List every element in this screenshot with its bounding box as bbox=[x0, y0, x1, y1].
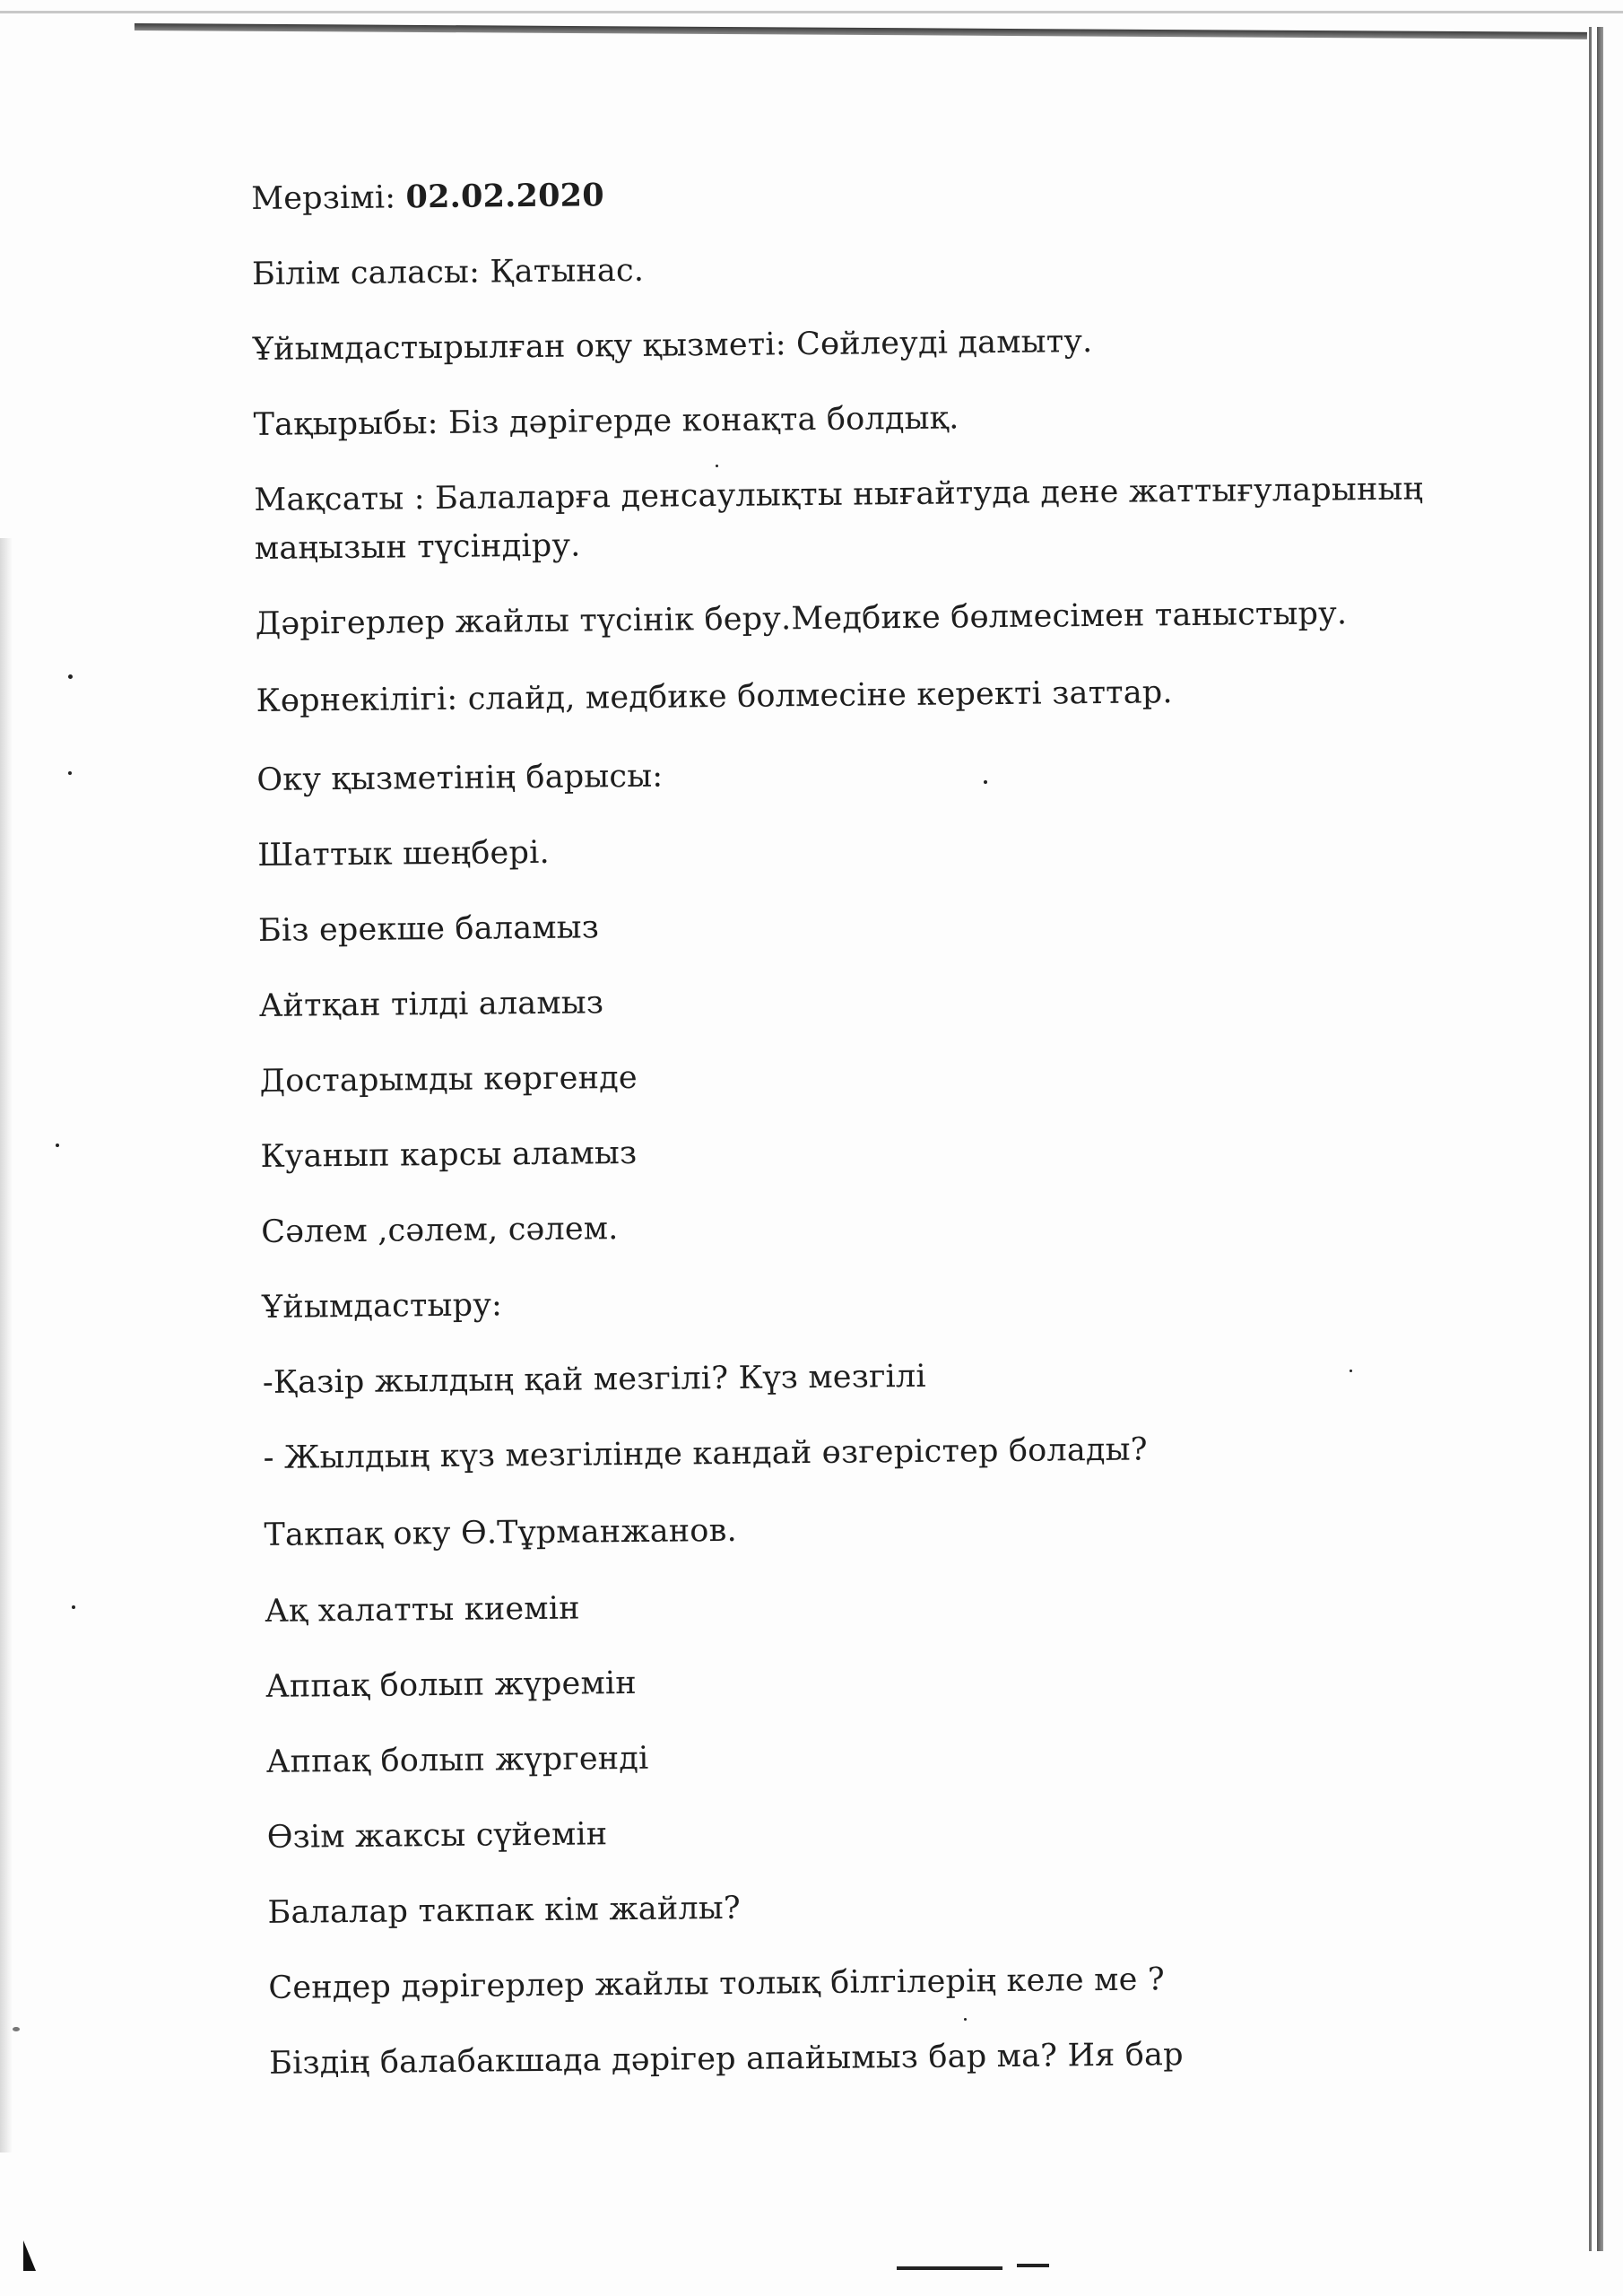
scan-speck bbox=[68, 771, 72, 775]
scan-edge-top-faint bbox=[0, 11, 1623, 13]
text-line: Біздің балабакшада дәрігер апайымыз бар ма? Ия бар bbox=[268, 2037, 1184, 2082]
text-line: Көрнекілігі: слайд, медбике болмесіне керекті заттар. bbox=[256, 674, 1173, 719]
text-line: Ұйымдастырылған оқу қызметі: Сөйлеуді дамыту. bbox=[252, 324, 1093, 368]
scan-bottom-dash bbox=[1017, 2264, 1049, 2267]
text-line: Такпақ оку Ө.Тұрманжанов. bbox=[264, 1512, 738, 1553]
date-label: Мерзімі: bbox=[251, 179, 406, 217]
text-line: Ақ халатты киемін bbox=[265, 1590, 580, 1630]
text-line: Айтқан тілді аламыз bbox=[258, 985, 604, 1024]
document-body bbox=[251, 169, 1424, 2082]
text-line: Тақырыбы: Біз дәрігерде конақта болдық. bbox=[253, 400, 959, 443]
scan-corner-mark bbox=[23, 2240, 36, 2271]
text-line: Оку қызметінің барысы: bbox=[256, 758, 664, 798]
scan-speck bbox=[13, 2027, 20, 2031]
scan-bottom-dash bbox=[897, 2266, 1002, 2270]
scan-speck bbox=[716, 465, 718, 467]
scan-edge-left-shadow bbox=[0, 538, 13, 2152]
scan-speck bbox=[72, 1605, 75, 1609]
text-line: Аппақ болып жүргенді bbox=[265, 1740, 649, 1780]
date-line bbox=[251, 176, 604, 219]
text-line: маңызын түсіндіру. bbox=[254, 527, 581, 567]
text-line: Куанып карсы аламыз bbox=[260, 1135, 638, 1175]
scan-speck bbox=[964, 2018, 967, 2021]
text-line: Білім саласы: Қатынас. bbox=[251, 252, 645, 292]
text-line: Достарымды көргенде bbox=[259, 1059, 638, 1100]
scan-speck bbox=[984, 780, 987, 784]
text-line: Өзім жаксы сүйемін bbox=[266, 1816, 608, 1856]
scan-speck bbox=[56, 1144, 59, 1147]
text-line: Мақсаты : Балаларға денсаулықты нығайтуда дене жаттығуларының bbox=[254, 471, 1424, 518]
text-line: Шаттык шеңбері. bbox=[257, 834, 551, 874]
text-line: Ұйымдастыру: bbox=[261, 1287, 503, 1326]
text-line: Сендер дәрігерлер жайлы толық білгілерің келе ме ? bbox=[268, 1961, 1166, 2006]
text-line: - Жылдың күз мезгілінде кандай өзгерістер болады? bbox=[263, 1431, 1148, 1476]
date-value: 02.02.2020 bbox=[405, 177, 604, 216]
text-line: Біз ерекше баламыз bbox=[257, 909, 600, 949]
text-line: Сәлем ,сәлем, сәлем. bbox=[261, 1211, 619, 1250]
scan-speck bbox=[1350, 1370, 1352, 1372]
text-line: -Қазір жылдың қай мезгілі? Күз мезгілі bbox=[262, 1358, 926, 1401]
scan-speck bbox=[68, 674, 73, 679]
scan-edge-top bbox=[135, 23, 1587, 39]
text-line: Балалар такпак кім жайлы? bbox=[267, 1890, 742, 1931]
text-line: Аппақ болып жүремін bbox=[265, 1665, 637, 1705]
scan-edge-right-inner bbox=[1589, 27, 1592, 2251]
text-line: Дәрігерлер жайлы түсінік беру.Медбике бөлмесімен таныстыру. bbox=[255, 596, 1348, 642]
scan-edge-right bbox=[1597, 27, 1603, 2251]
